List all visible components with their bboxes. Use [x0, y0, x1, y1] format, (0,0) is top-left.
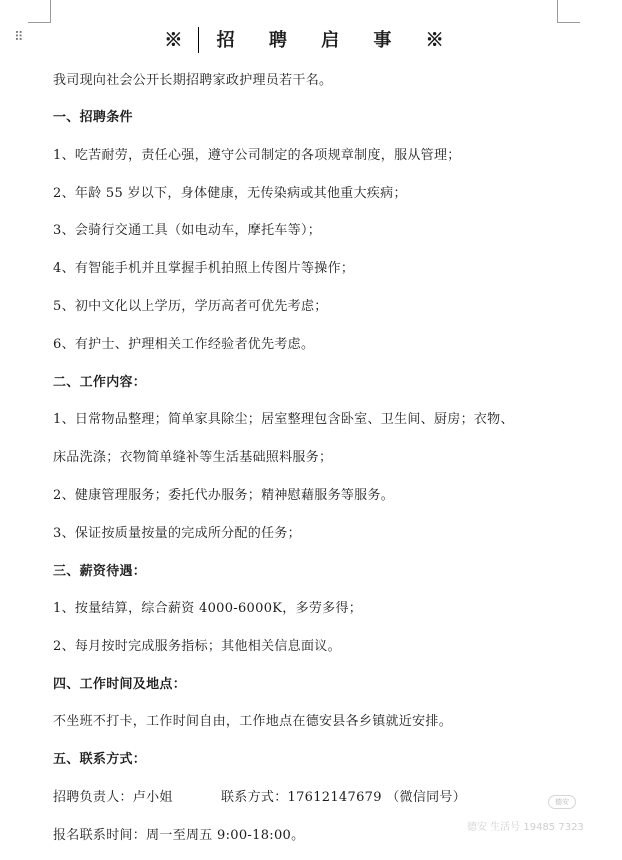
duty-item: 床品洗涤；衣物简单缝补等生活基础照料服务； — [53, 450, 333, 465]
salary-item: 1、按量结算，综合薪资 4000-6000K，多劳多得； — [53, 601, 363, 616]
salary-item: 2、每月按时完成服务指标；其他相关信息面议。 — [53, 639, 341, 654]
section-heading-duties: 二、工作内容： — [53, 375, 147, 390]
registration-hours: 报名联系时间：周一至周五 9:00-18:00。 — [53, 828, 305, 843]
requirement-item: 4、有智能手机并且掌握手机拍照上传图片等操作； — [53, 261, 355, 276]
contact-row — [53, 788, 613, 808]
intro-text: 我司现向社会公开长期招聘家政护理员若干名。 — [53, 73, 333, 88]
section-heading-contact: 五、联系方式： — [53, 752, 147, 767]
section-heading-requirements: 一、招聘条件 — [53, 110, 133, 125]
duty-item: 2、健康管理服务；委托代办服务；精神慰藉服务等服务。 — [53, 488, 395, 503]
document-title: ※ 招 聘 启 事 ※ — [164, 30, 458, 51]
watermark-text: 德安 生活号 19485 7323 — [467, 822, 584, 833]
contact-phone: 联系方式：17612147679 （微信同号） — [221, 790, 467, 805]
page-corner-mark-top-left — [28, 0, 51, 23]
section-heading-time-location: 四、工作时间及地点： — [53, 677, 187, 692]
requirement-item: 1、吃苦耐劳，责任心强，遵守公司制定的各项规章制度，服从管理； — [53, 148, 461, 163]
requirement-item: 3、会骑行交通工具（如电动车，摩托车等）； — [53, 223, 322, 238]
recruiter-name: 招聘负责人：卢小姐 — [53, 790, 173, 805]
requirement-item: 2、年龄 55 岁以下，身体健康，无传染病或其他重大疾病； — [53, 186, 407, 201]
time-location-item: 不坐班不打卡，工作时间自由，工作地点在德安县各乡镇就近安排。 — [53, 714, 453, 729]
page-corner-mark-top-right — [557, 0, 580, 23]
requirement-item: 5、初中文化以上学历，学历高者可优先考虑； — [53, 299, 328, 314]
drag-handle-icon[interactable]: ⠿ — [14, 30, 23, 45]
requirement-item: 6、有护士、护理相关工作经验者优先考虑。 — [53, 337, 315, 352]
watermark-badge: 德安 — [548, 795, 576, 809]
duty-item: 1、日常物品整理；简单家具除尘；居室整理包含卧室、卫生间、厨房；衣物、 — [53, 412, 514, 427]
duty-item: 3、保证按质量按量的完成所分配的任务； — [53, 526, 301, 541]
section-heading-salary: 三、薪资待遇： — [53, 564, 147, 579]
